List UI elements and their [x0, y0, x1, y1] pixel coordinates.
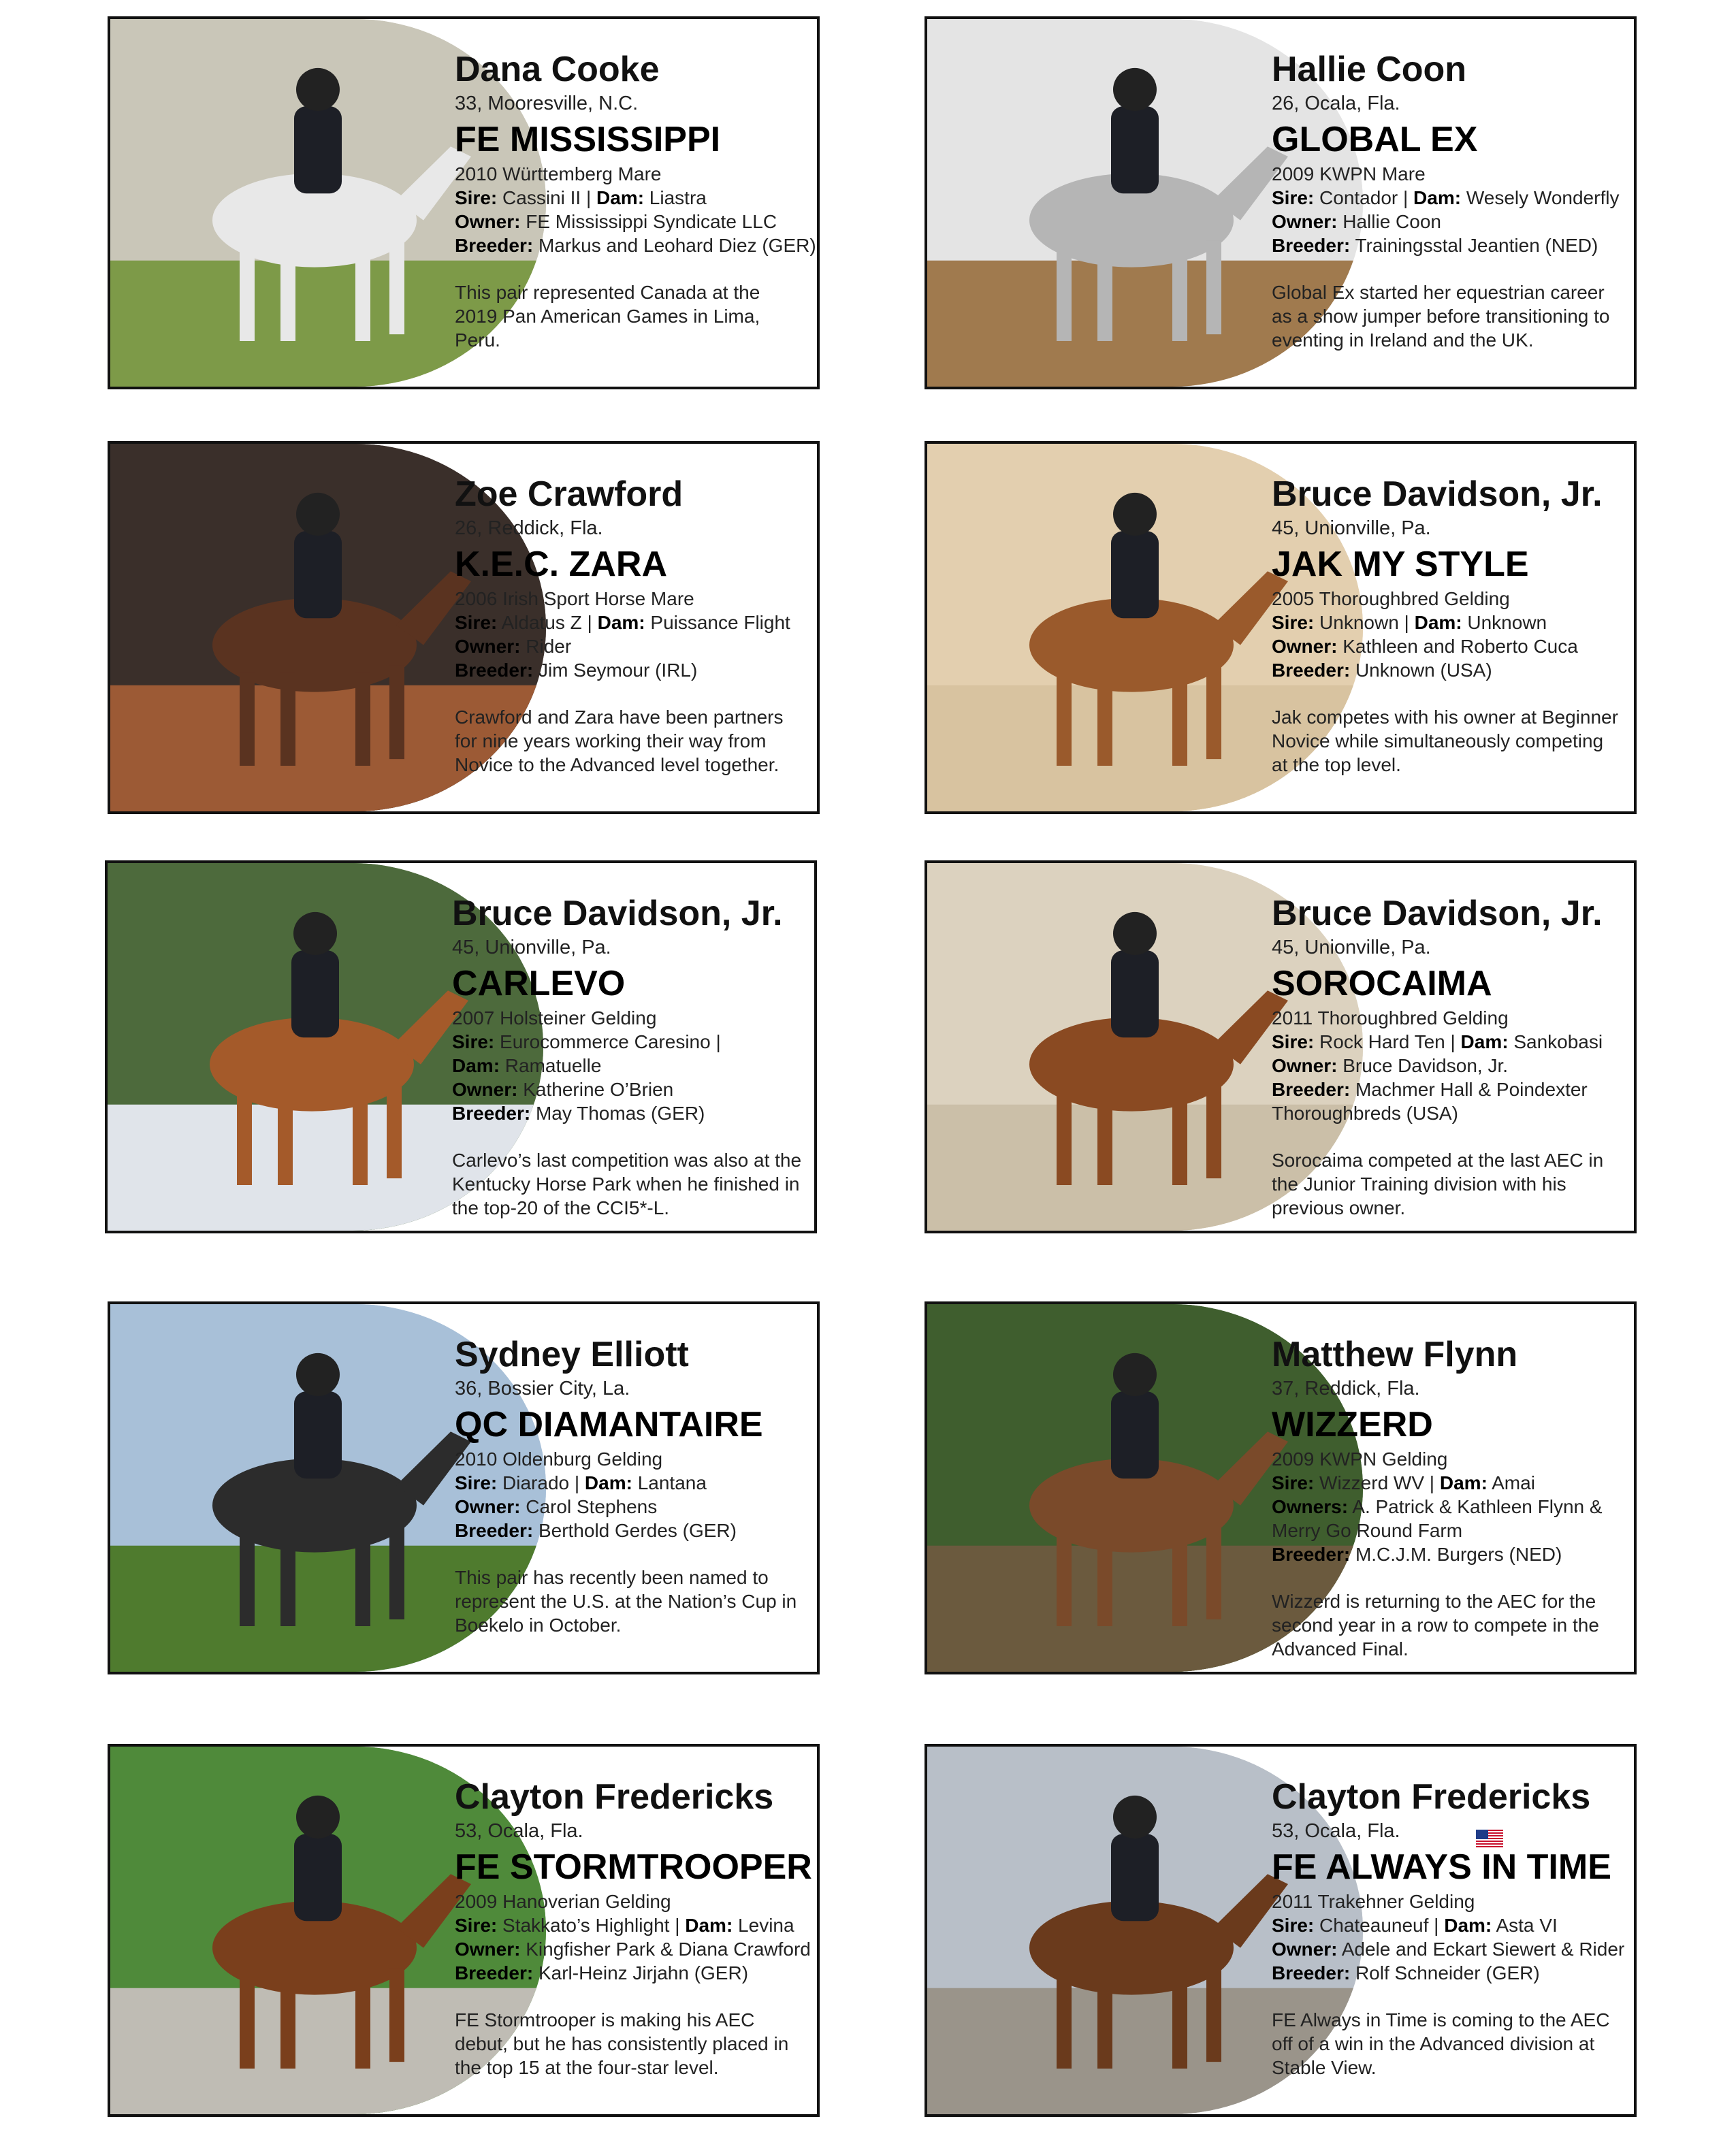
rider-age-hometown: 26, Ocala, Fla.	[1272, 93, 1400, 114]
horse-leg-shape	[389, 665, 404, 759]
horse-leg-shape	[389, 1525, 404, 1619]
horse-leg-shape	[240, 1532, 255, 1626]
pedigree-line	[1272, 1030, 1624, 1054]
rider-helmet-shape	[1113, 68, 1157, 111]
pedigree-label: Owner:	[1272, 636, 1338, 657]
pedigree-value: Sankobasi	[1508, 1031, 1603, 1052]
profile-card	[108, 441, 820, 814]
rider-age-hometown: 45, Unionville, Pa.	[452, 937, 611, 958]
horse-name: GLOBAL EX	[1272, 120, 1478, 159]
pedigree-value: Liastra	[644, 187, 707, 208]
pedigree-label: Sire:	[1272, 1915, 1315, 1936]
pedigree-label: Owner:	[455, 1939, 521, 1960]
horse-leg-shape	[1097, 672, 1112, 766]
pedigree-value: Cassini II |	[497, 187, 597, 208]
horse-leg-shape	[355, 1975, 370, 2069]
profile-card	[925, 1301, 1637, 1674]
pedigree-line	[455, 658, 807, 682]
rider-helmet-shape	[296, 493, 340, 536]
pedigree-label: Owner:	[455, 211, 521, 232]
horse-leg-shape	[1206, 240, 1221, 334]
pedigree-line	[455, 1961, 807, 1985]
profile-description: Sorocaima competed at the last AEC in the Junior Training division with his previous owner.	[1272, 1150, 1604, 1218]
horse-leg-shape	[280, 672, 295, 766]
pedigree-line	[455, 611, 807, 634]
pedigree-line	[455, 1913, 807, 1937]
horse-details	[452, 1006, 805, 1125]
profile-text	[1272, 49, 1624, 352]
flag-stripe	[1476, 1843, 1503, 1845]
horse-leg-shape	[280, 247, 295, 341]
horse-leg-shape	[1057, 1532, 1072, 1626]
pedigree-label: Breeder:	[455, 1962, 534, 1983]
pedigree-value: Asta VI	[1492, 1915, 1558, 1936]
horse-leg-shape	[1097, 1975, 1112, 2069]
profile-card	[925, 1744, 1637, 2117]
pedigree-line	[452, 1078, 805, 1101]
horse-details	[1272, 1006, 1624, 1125]
rider-helmet-shape	[296, 68, 340, 111]
pedigree-value: Rider	[520, 636, 572, 657]
pedigree-label: Breeder:	[1272, 1962, 1351, 1983]
flag-stripe	[1476, 1841, 1503, 1842]
pedigree-value: Chateauneuf |	[1314, 1915, 1445, 1936]
pedigree-line	[1272, 1495, 1624, 1542]
horse-details	[455, 1890, 811, 1985]
pedigree-value: Berthold Gerdes (GER)	[533, 1520, 737, 1541]
horse-leg-shape	[387, 1084, 402, 1178]
profile-card	[925, 441, 1637, 814]
rider-body-shape	[1111, 950, 1159, 1037]
pedigree-label: Owner:	[1272, 1939, 1338, 1960]
horse-details	[1272, 162, 1624, 257]
pedigree-value: Adele and Eckart Siewert & Rider	[1337, 1939, 1625, 1960]
horse-leg-shape	[1097, 247, 1112, 341]
profile-text	[455, 49, 816, 352]
pedigree-line	[455, 1495, 807, 1519]
profile-text	[455, 1777, 812, 2079]
horse-details	[1272, 1447, 1624, 1566]
pedigree-label: Sire:	[1272, 612, 1315, 633]
pedigree-value: Levina	[733, 1915, 794, 1936]
rider-body-shape	[1111, 1391, 1159, 1478]
rider-helmet-shape	[1113, 912, 1157, 955]
profile-card	[108, 1301, 820, 1674]
rider-helmet-shape	[1113, 493, 1157, 536]
horse-name: WIZZERD	[1272, 1405, 1433, 1444]
pedigree-value: Amai	[1487, 1472, 1535, 1493]
horse-leg-shape	[1057, 247, 1072, 341]
horse-leg-shape	[1172, 1091, 1187, 1185]
pedigree-value: Bruce Davidson, Jr.	[1337, 1055, 1509, 1076]
pedigree-value: Aldatus Z |	[497, 612, 598, 633]
pedigree-label: Dam:	[1460, 1031, 1509, 1052]
pedigree-line	[455, 233, 816, 257]
pedigree-value: Hallie Coon	[1337, 211, 1441, 232]
pedigree-line	[1272, 1471, 1624, 1495]
horse-leg-shape	[240, 1975, 255, 2069]
pedigree-label: Dam:	[1414, 612, 1462, 633]
pedigree-label: Owners:	[1272, 1496, 1349, 1517]
pedigree-line	[1272, 1961, 1624, 1985]
pedigree-value: Puissance Flight	[645, 612, 790, 633]
horse-breed: 2006 Irish Sport Horse Mare	[455, 588, 694, 609]
pedigree-line	[455, 1519, 807, 1542]
pedigree-line	[1272, 611, 1624, 634]
horse-name: SOROCAIMA	[1272, 964, 1492, 1003]
horse-leg-shape	[1097, 1091, 1112, 1185]
rider-body-shape	[1111, 1834, 1159, 1921]
profile-text	[1272, 474, 1624, 777]
pedigree-label: Breeder:	[1272, 660, 1351, 681]
pedigree-label: Dam:	[685, 1915, 733, 1936]
profile-description: Global Ex started her equestrian career as a show jumper before transitioning to eventing in Ireland and the UK.	[1272, 282, 1610, 351]
horse-name: QC DIAMANTAIRE	[455, 1405, 763, 1444]
pedigree-value: Unknown |	[1314, 612, 1415, 633]
profile-card	[925, 860, 1637, 1233]
rider-body-shape	[294, 1834, 342, 1921]
rider-body-shape	[294, 531, 342, 618]
rider-body-shape	[294, 106, 342, 193]
profile-description: This pair represented Canada at the 2019 Pan American Games in Lima, Peru.	[455, 282, 760, 351]
horse-leg-shape	[355, 247, 370, 341]
rider-age-hometown: 45, Unionville, Pa.	[1272, 517, 1431, 539]
pedigree-label: Breeder:	[455, 660, 534, 681]
pedigree-value: Kingfisher Park & Diana Crawford	[520, 1939, 811, 1960]
horse-leg-shape	[240, 672, 255, 766]
pedigree-label: Breeder:	[1272, 1544, 1351, 1565]
rider-name: Zoe Crawford	[455, 474, 684, 514]
pedigree-label: Dam:	[1439, 1472, 1488, 1493]
rider-name: Bruce Davidson, Jr.	[452, 894, 783, 933]
pedigree-value: Eurocommerce Caresino |	[494, 1031, 721, 1052]
pedigree-line	[1272, 1913, 1624, 1937]
profile-text	[455, 474, 807, 777]
pedigree-value: Katherine O’Brien	[517, 1079, 674, 1100]
pedigree-line	[1272, 186, 1624, 210]
profile-text	[1272, 1334, 1624, 1661]
horse-leg-shape	[389, 240, 404, 334]
rider-name: Bruce Davidson, Jr.	[1272, 474, 1603, 514]
pedigree-label: Sire:	[455, 612, 498, 633]
rider-helmet-shape	[293, 912, 337, 955]
horse-breed: 2005 Thoroughbred Gelding	[1272, 588, 1510, 609]
flag-stripe	[1476, 1846, 1503, 1847]
pedigree-line	[1272, 634, 1624, 658]
pedigree-label: Dam:	[452, 1055, 500, 1076]
profile-card	[108, 1744, 820, 2117]
rider-body-shape	[1111, 531, 1159, 618]
pedigree-line	[1272, 1542, 1624, 1566]
pedigree-label: Sire:	[1272, 1031, 1315, 1052]
pedigree-line	[455, 210, 807, 233]
rider-age-hometown: 53, Ocala, Fla.	[1272, 1820, 1400, 1842]
pedigree-label: Owner:	[455, 1496, 521, 1517]
horse-leg-shape	[237, 1091, 252, 1185]
pedigree-label: Owner:	[1272, 211, 1338, 232]
pedigree-label: Breeder:	[452, 1103, 531, 1124]
pedigree-label: Sire:	[455, 1472, 498, 1493]
pedigree-line	[452, 1101, 805, 1125]
horse-name: K.E.C. ZARA	[455, 545, 667, 584]
profile-card	[105, 860, 817, 1233]
pedigree-label: Breeder:	[1272, 235, 1351, 256]
rider-name: Matthew Flynn	[1272, 1335, 1518, 1374]
profile-description: Carlevo’s last competition was also at the Kentucky Horse Park when he finished in the top-20 of the CCI5*-L.	[452, 1150, 802, 1218]
rider-helmet-shape	[296, 1353, 340, 1396]
pedigree-label: Dam:	[1413, 187, 1462, 208]
horse-leg-shape	[1172, 247, 1187, 341]
horse-leg-shape	[240, 247, 255, 341]
pedigree-label: Dam:	[597, 612, 645, 633]
pedigree-label: Breeder:	[455, 1520, 534, 1541]
horse-breed: 2009 KWPN Gelding	[1272, 1448, 1448, 1470]
flag-canton	[1476, 1830, 1488, 1839]
horse-leg-shape	[1057, 1091, 1072, 1185]
pedigree-value: Unknown	[1462, 612, 1547, 633]
horse-details	[455, 587, 807, 682]
pedigree-label: Dam:	[596, 187, 645, 208]
rider-age-hometown: 36, Bossier City, La.	[455, 1378, 630, 1399]
rider-age-hometown: 26, Reddick, Fla.	[455, 517, 603, 539]
horse-leg-shape	[1057, 1975, 1072, 2069]
pedigree-value: Karl-Heinz Jirjahn (GER)	[533, 1962, 749, 1983]
profile-card	[925, 16, 1637, 389]
horse-leg-shape	[1172, 672, 1187, 766]
pedigree-value: A. Patrick & Kathleen Flynn & Merry Go Round Farm	[1272, 1496, 1603, 1541]
profile-text	[1272, 1777, 1624, 2079]
pedigree-label: Sire:	[1272, 1472, 1315, 1493]
horse-name: FE STORMTROOPER	[455, 1847, 812, 1887]
horse-leg-shape	[1206, 1084, 1221, 1178]
profile-text	[452, 893, 805, 1220]
pedigree-value: Unknown (USA)	[1350, 660, 1492, 681]
horse-leg-shape	[1206, 665, 1221, 759]
pedigree-value: Stakkato’s Highlight |	[497, 1915, 686, 1936]
rider-name: Hallie Coon	[1272, 50, 1467, 89]
pedigree-label: Sire:	[455, 187, 498, 208]
horse-name: CARLEVO	[452, 964, 626, 1003]
profile-description: This pair has recently been named to represent the U.S. at the Nation’s Cup in Boekelo in October.	[455, 1567, 797, 1636]
horse-leg-shape	[1206, 1525, 1221, 1619]
horse-breed: 2011 Trakehner Gelding	[1272, 1891, 1475, 1912]
pedigree-label: Breeder:	[1272, 1079, 1351, 1100]
pedigree-value: May Thomas (GER)	[530, 1103, 705, 1124]
pedigree-value: Kathleen and Roberto Cuca	[1337, 636, 1578, 657]
horse-leg-shape	[278, 1091, 293, 1185]
pedigree-label: Owner:	[452, 1079, 518, 1100]
horse-leg-shape	[280, 1532, 295, 1626]
profile-description: Crawford and Zara have been partners for nine years working their way from Novice to the Advanced level together.	[455, 707, 784, 775]
pedigree-line	[1272, 210, 1624, 233]
pedigree-label: Dam:	[1444, 1915, 1492, 1936]
rider-helmet-shape	[296, 1796, 340, 1839]
pedigree-label: Breeder:	[455, 235, 534, 256]
horse-breed: 2009 KWPN Mare	[1272, 163, 1426, 184]
profile-description: Jak competes with his owner at Beginner Novice while simultaneously competing at the top level.	[1272, 707, 1618, 775]
rider-body-shape	[291, 950, 339, 1037]
horse-breed: 2009 Hanoverian Gelding	[455, 1891, 671, 1912]
horse-breed: 2010 Oldenburg Gelding	[455, 1448, 663, 1470]
pedigree-line	[455, 634, 807, 658]
profile-description: FE Stormtrooper is making his AEC debut, but he has consistently placed in the top 15 at the four-star level.	[455, 2009, 789, 2078]
pedigree-value: Rock Hard Ten |	[1314, 1031, 1461, 1052]
rider-name: Clayton Fredericks	[1272, 1777, 1591, 1817]
horse-leg-shape	[1172, 1975, 1187, 2069]
pedigree-value: Diarado |	[497, 1472, 585, 1493]
pedigree-value: Lantana	[632, 1472, 707, 1493]
pedigree-line	[1272, 233, 1624, 257]
horse-name: JAK MY STYLE	[1272, 545, 1529, 584]
horse-details	[1272, 1890, 1624, 1985]
pedigree-label: Sire:	[455, 1915, 498, 1936]
profile-description: FE Always in Time is coming to the AEC off of a win in the Advanced division at Stable View.	[1272, 2009, 1610, 2078]
horse-leg-shape	[1172, 1532, 1187, 1626]
rider-age-hometown: 37, Reddick, Fla.	[1272, 1378, 1420, 1399]
pedigree-label: Sire:	[452, 1031, 495, 1052]
pedigree-line	[455, 186, 807, 210]
pedigree-value: Trainingsstal Jeantien (NED)	[1350, 235, 1598, 256]
pedigree-value: Jim Seymour (IRL)	[533, 660, 698, 681]
horse-breed: 2007 Holsteiner Gelding	[452, 1007, 657, 1028]
pedigree-line	[1272, 658, 1624, 682]
pedigree-value: Ramatuelle	[500, 1055, 602, 1076]
horse-leg-shape	[1057, 672, 1072, 766]
pedigree-value: Wizzerd WV |	[1314, 1472, 1440, 1493]
pedigree-label: Owner:	[455, 636, 521, 657]
horse-breed: 2011 Thoroughbred Gelding	[1272, 1007, 1509, 1028]
pedigree-value: Rolf Schneider (GER)	[1350, 1962, 1540, 1983]
rider-age-hometown: 45, Unionville, Pa.	[1272, 937, 1431, 958]
pedigree-value: Wesely Wonderfly	[1461, 187, 1620, 208]
pedigree-line	[1272, 1054, 1624, 1078]
pedigree-line	[1272, 1937, 1624, 1961]
pedigree-value: M.C.J.M. Burgers (NED)	[1350, 1544, 1562, 1565]
pedigree-line	[452, 1030, 805, 1054]
horse-name: FE ALWAYS IN TIME	[1272, 1847, 1611, 1887]
horse-leg-shape	[1097, 1532, 1112, 1626]
pedigree-line	[1272, 1078, 1624, 1125]
horse-details	[455, 1447, 807, 1542]
horse-breed: 2010 Württemberg Mare	[455, 163, 662, 184]
pedigree-label: Sire:	[1272, 187, 1315, 208]
rider-age-hometown: 53, Ocala, Fla.	[455, 1820, 583, 1842]
pedigree-value: Markus and Leohard Diez (GER)	[533, 235, 816, 256]
us-flag-icon	[1476, 1830, 1503, 1849]
rider-helmet-shape	[1113, 1796, 1157, 1839]
rider-helmet-shape	[1113, 1353, 1157, 1396]
rider-name: Dana Cooke	[455, 50, 660, 89]
horse-leg-shape	[355, 1532, 370, 1626]
pedigree-label: Owner:	[1272, 1055, 1338, 1076]
horse-leg-shape	[1206, 1968, 1221, 2062]
rider-name: Clayton Fredericks	[455, 1777, 774, 1817]
pedigree-value: Machmer Hall & Poindexter Thoroughbreds (USA)	[1272, 1079, 1588, 1124]
profile-card	[108, 16, 820, 389]
profile-text	[455, 1334, 807, 1637]
rider-age-hometown: 33, Mooresville, N.C.	[455, 93, 639, 114]
pedigree-line	[452, 1054, 805, 1078]
horse-leg-shape	[280, 1975, 295, 2069]
horse-name: FE MISSISSIPPI	[455, 120, 721, 159]
rider-name: Sydney Elliott	[455, 1335, 689, 1374]
pedigree-line	[455, 1937, 811, 1961]
rider-body-shape	[1111, 106, 1159, 193]
pedigree-line	[455, 1471, 807, 1495]
horse-details	[1272, 587, 1624, 682]
horse-leg-shape	[353, 1091, 368, 1185]
pedigree-value: FE Mississippi Syndicate LLC	[520, 211, 777, 232]
profile-text	[1272, 893, 1624, 1220]
horse-details	[455, 162, 816, 257]
pedigree-label: Dam:	[584, 1472, 632, 1493]
pedigree-value: Carol Stephens	[520, 1496, 658, 1517]
horse-leg-shape	[355, 672, 370, 766]
pedigree-value: Contador |	[1314, 187, 1414, 208]
profile-description: Wizzerd is returning to the AEC for the second year in a row to compete in the Advanced Final.	[1272, 1591, 1599, 1659]
rider-body-shape	[294, 1391, 342, 1478]
horse-leg-shape	[389, 1968, 404, 2062]
rider-name: Bruce Davidson, Jr.	[1272, 894, 1603, 933]
